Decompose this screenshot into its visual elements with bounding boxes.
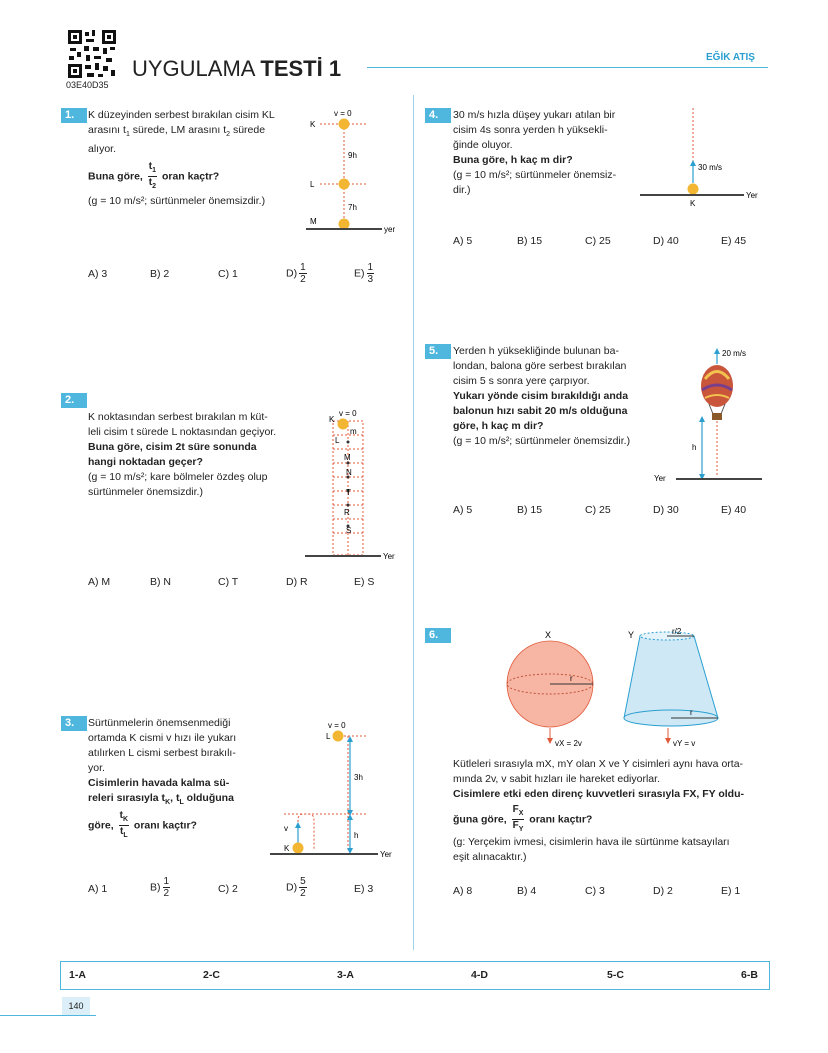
answer-1: 1-A — [69, 969, 86, 981]
option-e[interactable]: E) 45 — [721, 235, 747, 247]
option-d[interactable]: D) R — [286, 576, 308, 588]
question-number: 6. — [425, 628, 451, 643]
q1-text — [88, 108, 298, 209]
ball-m — [339, 219, 350, 230]
q2-note: (g = 10 m/s²; kare bölmeler özdeş olup — [88, 471, 268, 483]
svg-text:r/2: r/2 — [672, 627, 682, 636]
svg-text:T: T — [346, 488, 351, 497]
option-b[interactable]: B) 15 — [517, 504, 543, 516]
q5-note: (g = 10 m/s²; sürtünmeler önemsizdir.) — [453, 435, 631, 447]
option-e[interactable]: E) 3 — [354, 883, 374, 895]
answer-key — [60, 961, 770, 990]
q1-line: alıyor. — [88, 143, 117, 156]
option-c[interactable]: C) T — [218, 576, 239, 588]
answer-5: 5-C — [607, 969, 624, 981]
section-label: EĞİK ATIŞ — [706, 52, 755, 63]
q5-line: londan, balona göre serbest bırakılan — [453, 360, 627, 372]
svg-text:Yer: Yer — [380, 850, 392, 859]
svg-text:M: M — [344, 453, 351, 462]
option-b[interactable]: B) $\frac{1}{2}$ — [150, 876, 170, 899]
svg-text:h: h — [354, 831, 359, 840]
q4-note: dir.) — [453, 184, 471, 196]
svg-text:vX = 2v: vX = 2v — [555, 739, 582, 748]
option-a[interactable]: A) 8 — [453, 885, 473, 897]
q2-question: Buna göre, cisim 2t süre sonunda — [88, 441, 257, 453]
q6-line: Kütleleri sırasıyla mX, mY olan X ve Y cisimleri aynı hava orta- — [453, 758, 744, 770]
option-b[interactable]: B) N — [150, 576, 171, 588]
ball-k — [339, 119, 350, 130]
q6-text — [453, 757, 767, 865]
option-d[interactable]: D) 30 — [653, 504, 679, 516]
qr-code — [68, 30, 116, 78]
q3-figure — [268, 718, 408, 860]
question-number: 4. — [425, 108, 451, 123]
svg-text:Yer: Yer — [654, 474, 666, 483]
label-7h: 7h — [348, 203, 357, 212]
answer-3: 3-A — [337, 969, 354, 981]
q2-note: sürtünmeler önemsizdir.) — [88, 486, 203, 498]
title-bold: TESTİ 1 — [260, 56, 342, 81]
q6-options — [453, 884, 773, 900]
q4-line: cisim 4s sonra yerden h yüksekli- — [453, 124, 608, 136]
label-l: L — [310, 180, 315, 189]
q5-question: Yukarı yönde cisim bırakıldığı anda — [453, 390, 629, 402]
question-number: 1. — [61, 108, 87, 123]
q3-question: releri sırasıyla $t_K$, $t_L$ olduğuna — [88, 792, 234, 807]
q3-line: atılırken L cismi serbest bırakılı- — [88, 747, 236, 759]
option-d[interactable]: D) $\frac{5}{2}$ — [286, 876, 306, 899]
svg-text:R: R — [344, 508, 350, 517]
q3-question: Cisimlerin havada kalma sü- — [88, 777, 230, 789]
q3-options — [88, 876, 388, 904]
ball-k — [688, 184, 699, 195]
svg-text:v = 0: v = 0 — [339, 409, 357, 418]
q3-line: yor. — [88, 762, 105, 774]
q4-note: (g = 10 m/s²; sürtünmeler önemsiz- — [453, 169, 617, 181]
option-c[interactable]: C) 2 — [218, 883, 238, 895]
column-divider — [413, 95, 414, 950]
q3-text — [88, 716, 250, 841]
balloon-icon — [701, 365, 733, 420]
svg-text:v: v — [284, 824, 288, 833]
svg-text:L: L — [335, 436, 340, 445]
q6-question: ğuna göre, $\frac{F_X}{F_Y}$ oranı kaçtır? — [453, 804, 593, 833]
q4-figure — [636, 108, 766, 208]
q1-line: arasını $t_1$ sürede, LM arasını $t_2$ sürede — [88, 124, 266, 139]
svg-text:30 m/s: 30 m/s — [698, 163, 723, 172]
q2-text — [88, 410, 293, 500]
q3-question: göre, $\frac{t_K}{t_L}$ oranı kaçtır? — [88, 810, 197, 840]
q6-question: Cisimlere etki eden direnç kuvvetleri sırasıyla FX, FY oldu- — [453, 788, 745, 800]
q1-options — [88, 262, 388, 290]
answer-2: 2-C — [203, 969, 220, 981]
page-title — [132, 56, 341, 82]
question-number: 2. — [61, 393, 87, 408]
question-number: 5. — [425, 344, 451, 359]
q2-question: hangi noktadan geçer? — [88, 456, 203, 468]
option-e[interactable]: E) 40 — [721, 504, 747, 516]
svg-text:S: S — [346, 526, 352, 535]
svg-text:X: X — [545, 630, 552, 640]
page-number-rule — [0, 1015, 96, 1016]
svg-text:Yer: Yer — [383, 552, 395, 561]
question-number: 3. — [61, 716, 87, 731]
q1-figure — [300, 106, 410, 238]
label-9h: 9h — [348, 151, 357, 160]
option-c[interactable]: C) 25 — [585, 235, 611, 247]
svg-text:v = 0: v = 0 — [328, 721, 346, 730]
svg-text:r: r — [690, 708, 693, 717]
svg-text:20 m/s: 20 m/s — [722, 349, 747, 358]
option-e[interactable]: E) S — [354, 576, 375, 588]
svg-text:L: L — [326, 732, 331, 741]
q4-line: ğinde oluyor. — [453, 139, 513, 151]
svg-text:r: r — [570, 674, 573, 683]
option-b[interactable]: B) 15 — [517, 235, 543, 247]
q2-line: leli cisim t sürede L noktasından geçiyor. — [88, 426, 277, 438]
q4-text — [453, 108, 631, 198]
option-a[interactable]: A) 5 — [453, 504, 473, 516]
svg-text:m: m — [350, 427, 357, 436]
q1-question: Buna göre, $\frac{t_1}{t_2}$ oran kaçtr? — [88, 161, 220, 191]
q3-line: Sürtünmelerin önemsenmediği — [88, 717, 231, 729]
q5-line: Yerden h yüksekliğinde bulunan ba- — [453, 345, 619, 357]
label-m: M — [310, 217, 317, 226]
option-b[interactable]: B) 2 — [150, 268, 170, 280]
label-yer: yer — [384, 225, 396, 234]
q4-options — [453, 234, 773, 250]
svg-text:vY = v: vY = v — [673, 739, 696, 748]
option-c[interactable]: C) 3 — [585, 885, 605, 897]
q1-line: K düzeyinden serbest bırakılan cisim KL — [88, 109, 275, 121]
svg-text:h: h — [692, 443, 697, 452]
option-a[interactable]: A) 5 — [453, 235, 473, 247]
ball-l — [339, 179, 350, 190]
q4-line: 30 m/s hızla düşey yukarı atılan bir — [453, 109, 616, 121]
option-d[interactable]: D) 2 — [653, 885, 673, 897]
option-a[interactable]: A) M — [88, 576, 111, 588]
svg-text:K: K — [284, 844, 290, 853]
title-plain: UYGULAMA — [132, 56, 255, 81]
q1-note: (g = 10 m/s²; sürtünmeler önemsizdir.) — [88, 195, 266, 208]
option-d[interactable]: D) 40 — [653, 235, 679, 247]
svg-text:Y: Y — [628, 630, 635, 640]
svg-text:3h: 3h — [354, 773, 363, 782]
svg-text:N: N — [346, 468, 352, 477]
svg-text:K: K — [690, 199, 696, 208]
q6-note: (g: Yerçekim ivmesi, cisimlerin hava ile sürtünme katsayıları — [453, 836, 730, 848]
cone-y — [624, 636, 718, 718]
q5-figure — [650, 344, 766, 484]
option-a[interactable]: A) 3 — [88, 268, 108, 280]
label-k: K — [310, 120, 316, 129]
option-b[interactable]: B) 4 — [517, 885, 537, 897]
q5-question: balonun hızı sabit 20 m/s olduğuna — [453, 405, 628, 417]
option-c[interactable]: C) 25 — [585, 504, 611, 516]
option-d[interactable]: D) $\frac{1}{2}$ — [286, 262, 306, 285]
svg-text:Yer: Yer — [746, 191, 758, 200]
q5-question: göre, h kaç m dir? — [453, 420, 544, 432]
page-code: 03E40D35 — [66, 80, 109, 90]
q5-text — [453, 344, 643, 449]
q6-figure — [500, 626, 730, 754]
option-c[interactable]: C) 1 — [218, 268, 238, 280]
q3-line: ortamda K cismi v hızı ile yukarı — [88, 732, 237, 744]
answer-6: 6-B — [741, 969, 758, 981]
q2-line: K noktasından serbest bırakılan m küt- — [88, 411, 268, 423]
ball-l — [333, 731, 344, 742]
ball-k — [293, 843, 304, 854]
option-a[interactable]: A) 1 — [88, 883, 108, 895]
q5-options — [453, 503, 773, 519]
option-e[interactable]: E) $\frac{1}{3}$ — [354, 262, 374, 285]
q6-line: mında 2v, v sabit hızları ile hareket ediyorlar. — [453, 773, 660, 785]
page-number: 140 — [62, 997, 90, 1015]
v0-label: v = 0 — [334, 109, 352, 118]
svg-text:K: K — [329, 415, 335, 424]
q4-question: Buna göre, h kaç m dir? — [453, 154, 573, 166]
option-e[interactable]: E) 1 — [721, 885, 741, 897]
q2-options — [88, 575, 388, 591]
answer-4: 4-D — [471, 969, 488, 981]
header-rule — [367, 67, 768, 68]
q2-figure — [303, 405, 409, 565]
ball-k — [338, 419, 349, 430]
q6-note: eşit alınacaktır.) — [453, 851, 527, 863]
q5-line: cisim 5 s sonra yere çarpıyor. — [453, 375, 590, 387]
